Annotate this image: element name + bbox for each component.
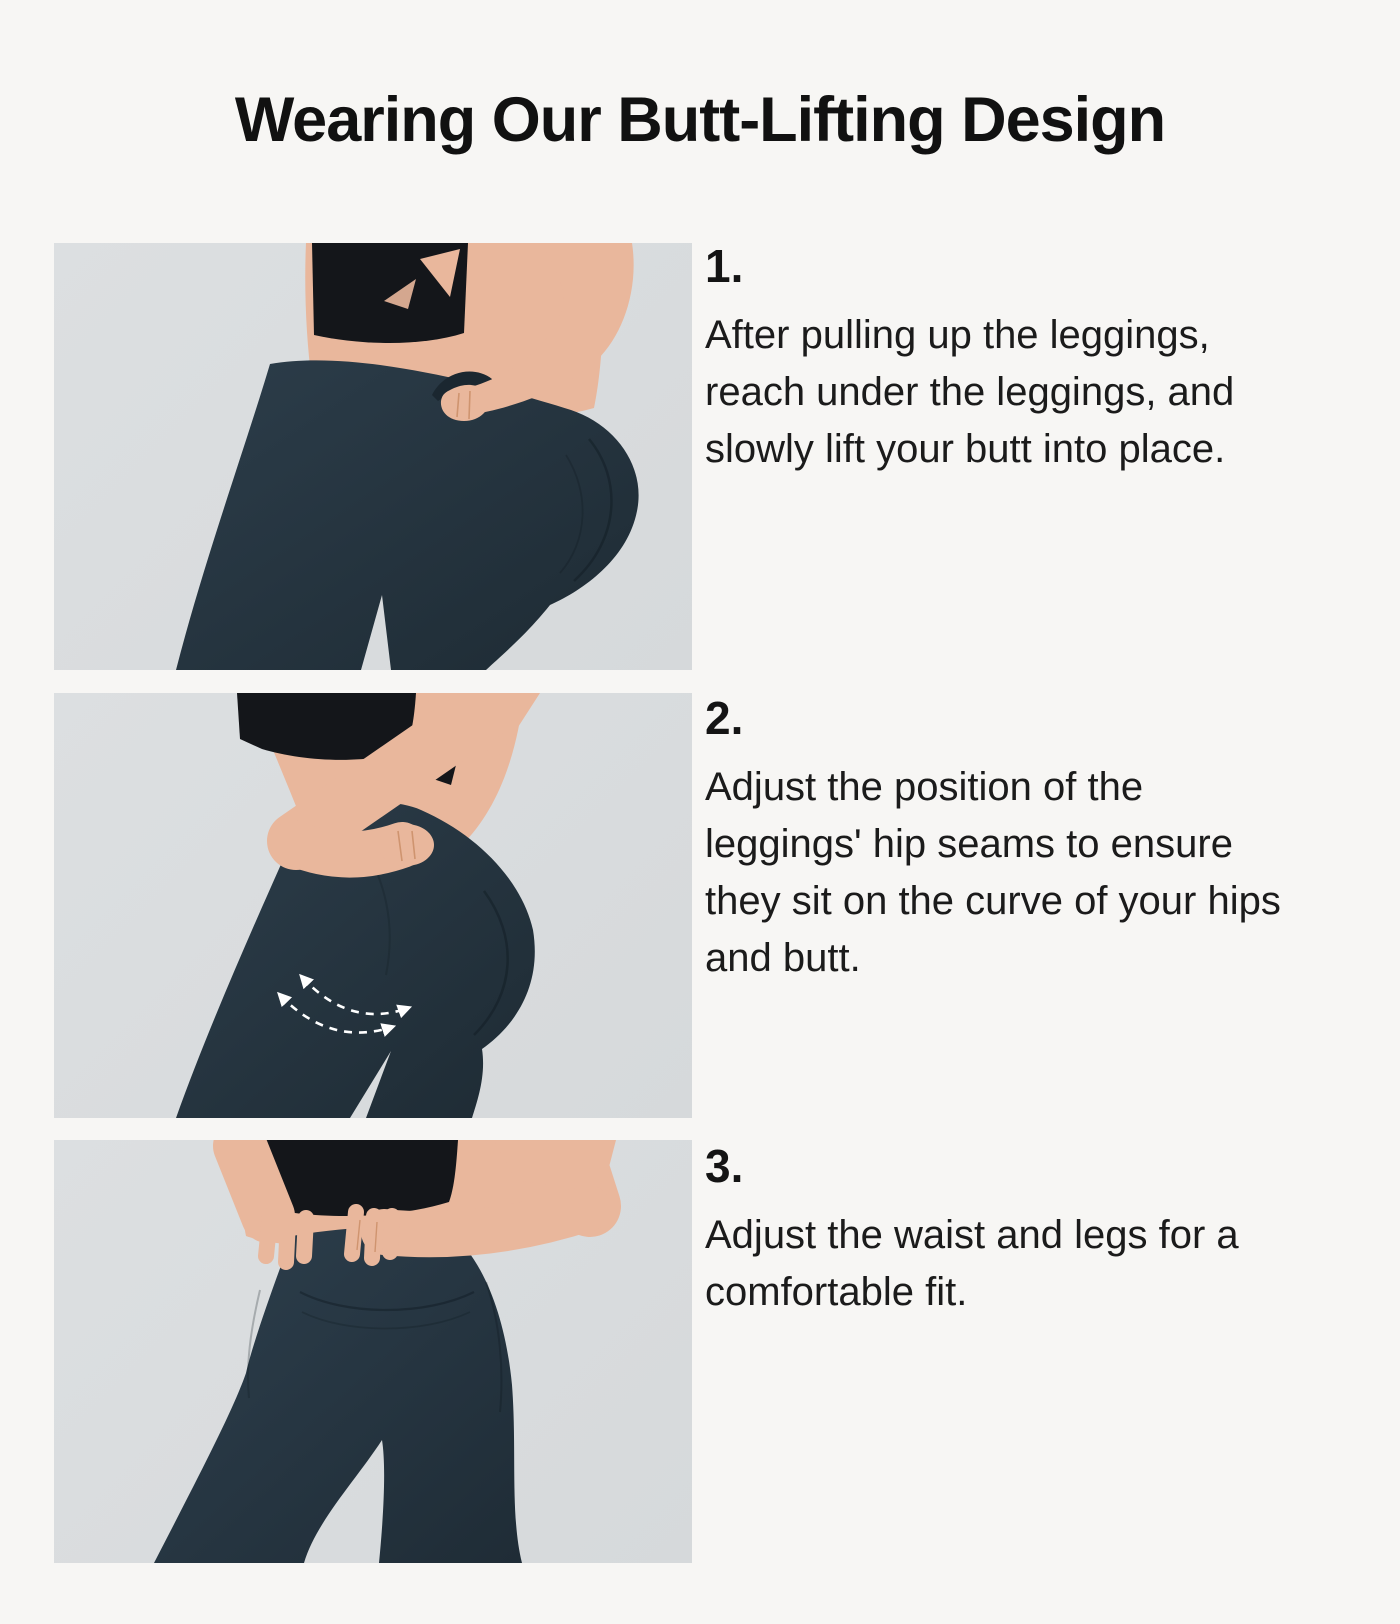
step-1-caption: After pulling up the leggings, reach under the leggings, and slowly lift your butt into place. <box>705 312 1235 471</box>
step-2-illustration <box>54 693 692 1118</box>
leggings <box>154 1227 522 1563</box>
left-hand <box>266 1216 306 1262</box>
step-1-illustration <box>54 243 692 670</box>
step-3-photo <box>54 1140 692 1563</box>
step-3-illustration <box>54 1140 692 1563</box>
step-2-photo <box>54 693 692 1118</box>
step-1-text-block <box>705 240 1305 478</box>
step-3-caption: Adjust the waist and legs for a comfortable fit. <box>705 1212 1239 1314</box>
step-3-text-block <box>705 1140 1305 1321</box>
page-title: Wearing Our Butt-Lifting Design <box>234 85 1166 155</box>
step-1-photo <box>54 243 692 670</box>
step-1-number: 1. <box>705 240 744 292</box>
hand <box>378 824 434 866</box>
step-3-number: 3. <box>705 1140 744 1192</box>
step-2-number: 2. <box>705 692 744 744</box>
step-2-text-block <box>705 692 1305 987</box>
step-2-caption: Adjust the position of the leggings' hip seams to ensure they sit on the curve of your hips and butt. <box>705 764 1281 980</box>
